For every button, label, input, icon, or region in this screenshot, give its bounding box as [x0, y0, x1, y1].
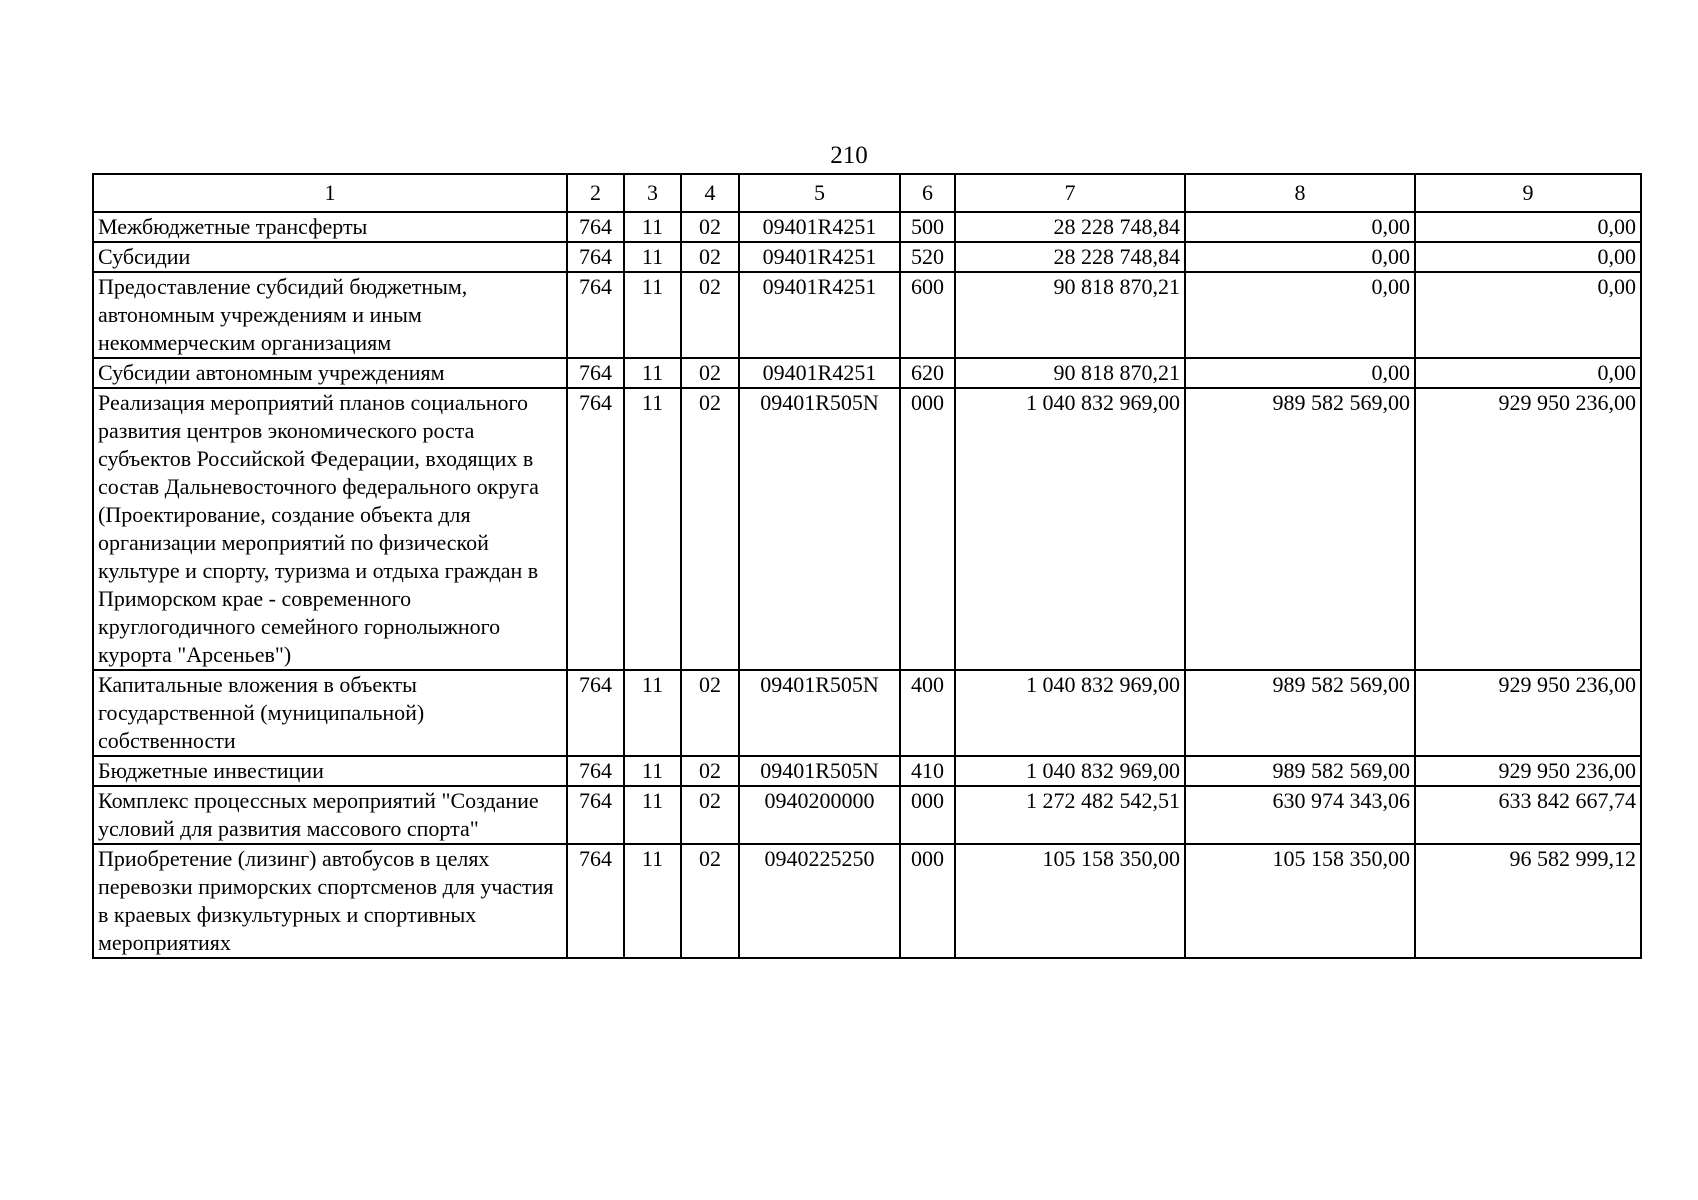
row-col8: 0,00: [1185, 272, 1415, 358]
row-col3: 11: [624, 212, 681, 242]
header-cell-9: 9: [1415, 174, 1641, 212]
row-col5: 09401R4251: [739, 272, 900, 358]
header-cell-3: 3: [624, 174, 681, 212]
row-col6: 000: [900, 844, 955, 958]
row-col5: 09401R505N: [739, 670, 900, 756]
row-col7: 90 818 870,21: [955, 358, 1185, 388]
row-col3: 11: [624, 670, 681, 756]
row-col8: 989 582 569,00: [1185, 670, 1415, 756]
row-col2: 764: [567, 670, 624, 756]
row-col4: 02: [681, 786, 739, 844]
row-col4: 02: [681, 844, 739, 958]
table-row: [93, 670, 1641, 756]
row-col5: 09401R4251: [739, 212, 900, 242]
row-col3: 11: [624, 272, 681, 358]
row-col2: 764: [567, 272, 624, 358]
row-col3: 11: [624, 358, 681, 388]
row-col8: 0,00: [1185, 242, 1415, 272]
header-cell-5: 5: [739, 174, 900, 212]
row-col9: 0,00: [1415, 358, 1641, 388]
row-col2: 764: [567, 756, 624, 786]
row-col3: 11: [624, 242, 681, 272]
row-col3: 11: [624, 388, 681, 670]
table-row: [93, 756, 1641, 786]
table-row: [93, 358, 1641, 388]
table-row: [93, 844, 1641, 958]
row-col2: 764: [567, 358, 624, 388]
row-col7: 1 040 832 969,00: [955, 756, 1185, 786]
row-col6: 000: [900, 388, 955, 670]
header-row: [93, 174, 1641, 212]
row-col2: 764: [567, 844, 624, 958]
row-col7: 1 272 482 542,51: [955, 786, 1185, 844]
budget-table: [92, 173, 1642, 959]
row-name: Предоставление субсидий бюджетным, автономным учреждениям и иным некоммерческим организациям: [93, 272, 567, 358]
row-name: Межбюджетные трансферты: [93, 212, 567, 242]
row-name: Капитальные вложения в объекты государственной (муниципальной) собственности: [93, 670, 567, 756]
row-name: Бюджетные инвестиции: [93, 756, 567, 786]
row-col5: 09401R4251: [739, 358, 900, 388]
row-col7: 1 040 832 969,00: [955, 388, 1185, 670]
row-col9: 929 950 236,00: [1415, 388, 1641, 670]
row-col4: 02: [681, 242, 739, 272]
row-col8: 0,00: [1185, 358, 1415, 388]
row-col6: 410: [900, 756, 955, 786]
row-col7: 28 228 748,84: [955, 212, 1185, 242]
row-col6: 620: [900, 358, 955, 388]
row-col3: 11: [624, 786, 681, 844]
row-col3: 11: [624, 756, 681, 786]
row-col6: 000: [900, 786, 955, 844]
row-col7: 1 040 832 969,00: [955, 670, 1185, 756]
row-col2: 764: [567, 212, 624, 242]
table-row: [93, 388, 1641, 670]
table-row: [93, 242, 1641, 272]
row-col9: 929 950 236,00: [1415, 756, 1641, 786]
row-col8: 105 158 350,00: [1185, 844, 1415, 958]
row-col6: 500: [900, 212, 955, 242]
row-col4: 02: [681, 272, 739, 358]
row-col4: 02: [681, 388, 739, 670]
row-col5: 0940225250: [739, 844, 900, 958]
row-col5: 09401R4251: [739, 242, 900, 272]
row-col8: 989 582 569,00: [1185, 388, 1415, 670]
row-col4: 02: [681, 756, 739, 786]
row-name: Комплекс процессных мероприятий "Создание условий для развития массового спорта": [93, 786, 567, 844]
row-name: Субсидии: [93, 242, 567, 272]
row-col8: 630 974 343,06: [1185, 786, 1415, 844]
header-cell-7: 7: [955, 174, 1185, 212]
row-col4: 02: [681, 212, 739, 242]
table-row: [93, 212, 1641, 242]
row-col2: 764: [567, 786, 624, 844]
row-col4: 02: [681, 670, 739, 756]
row-col6: 400: [900, 670, 955, 756]
row-name: Реализация мероприятий планов социального развития центров экономического роста субъектов Российской Федерации, входящих в состав Дальневосточного федерального округа (Проектирование, создание объекта для организации мероприятий по физической культуре и спорту, туризма и отдыха граждан в Приморском крае - современного круглогодичного семейного горнолыжного курорта "Арсеньев"): [93, 388, 567, 670]
header-cell-6: 6: [900, 174, 955, 212]
row-col8: 989 582 569,00: [1185, 756, 1415, 786]
row-col9: 633 842 667,74: [1415, 786, 1641, 844]
header-cell-1: 1: [93, 174, 567, 212]
row-col9: 96 582 999,12: [1415, 844, 1641, 958]
row-col9: 0,00: [1415, 242, 1641, 272]
header-cell-4: 4: [681, 174, 739, 212]
row-col7: 105 158 350,00: [955, 844, 1185, 958]
row-col5: 0940200000: [739, 786, 900, 844]
row-col2: 764: [567, 388, 624, 670]
row-col3: 11: [624, 844, 681, 958]
row-col4: 02: [681, 358, 739, 388]
table-row: [93, 786, 1641, 844]
header-cell-2: 2: [567, 174, 624, 212]
header-cell-8: 8: [1185, 174, 1415, 212]
row-col7: 90 818 870,21: [955, 272, 1185, 358]
row-col6: 520: [900, 242, 955, 272]
page-number: 210: [830, 142, 868, 169]
row-col6: 600: [900, 272, 955, 358]
row-col5: 09401R505N: [739, 756, 900, 786]
row-col7: 28 228 748,84: [955, 242, 1185, 272]
row-col5: 09401R505N: [739, 388, 900, 670]
row-col9: 0,00: [1415, 272, 1641, 358]
row-name: Приобретение (лизинг) автобусов в целях перевозки приморских спортсменов для участия в краевых физкультурных и спортивных мероприятиях: [93, 844, 567, 958]
row-col9: 0,00: [1415, 212, 1641, 242]
row-col9: 929 950 236,00: [1415, 670, 1641, 756]
row-col8: 0,00: [1185, 212, 1415, 242]
row-name: Субсидии автономным учреждениям: [93, 358, 567, 388]
row-col2: 764: [567, 242, 624, 272]
table-row: [93, 272, 1641, 358]
